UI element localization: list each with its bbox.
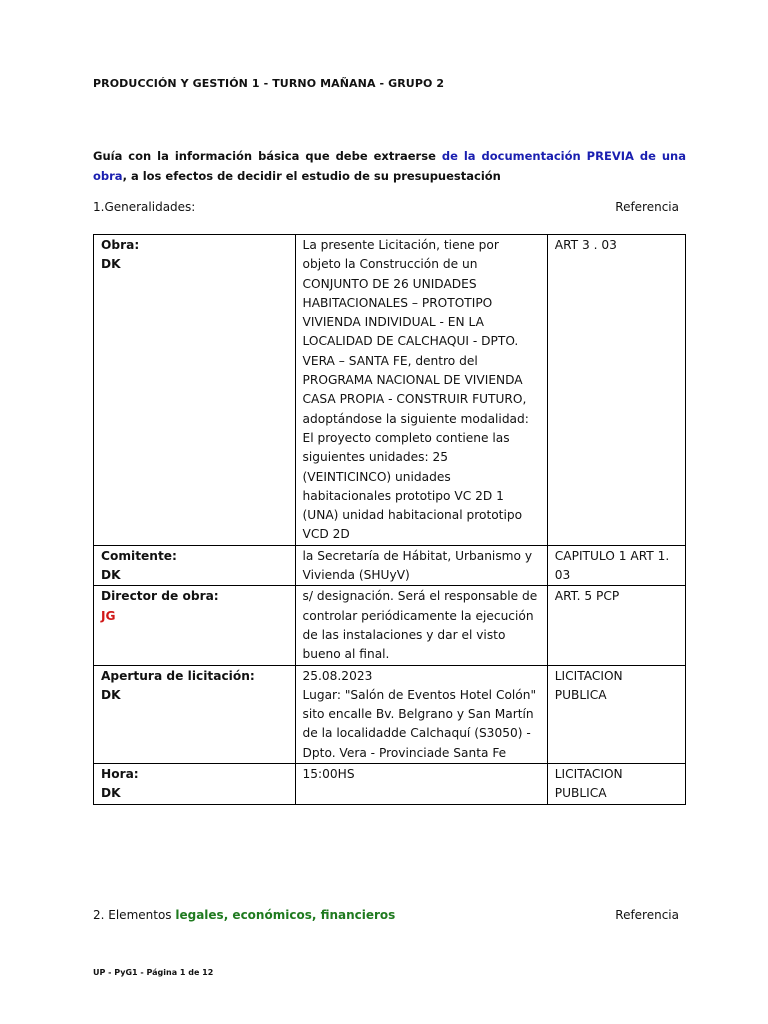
row-content: s/ designación. Será el responsable de controlar periódicamente la ejecución de las instalaciones y dar el visto bueno al final. [295, 586, 547, 665]
generalidades-table [93, 234, 686, 805]
row-label: Obra: [101, 238, 140, 252]
table-row-comitente [94, 545, 686, 586]
row-author: JG [101, 608, 116, 623]
row-label-cell [94, 665, 296, 763]
intro-text-start: Guía con la información básica que debe extraerse [93, 149, 442, 163]
row-content: la Secretaría de Hábitat, Urbanismo y Vivienda (SHUyV) [295, 545, 547, 586]
row-content: 25.08.2023 Lugar: "Salón de Eventos Hotel Colón" sito encalle Bv. Belgrano y San Martín de la localidadde Calchaquí (S3050) - Dpto. Vera - Provinciade Santa Fe [295, 665, 547, 763]
row-label-cell [94, 764, 296, 805]
row-label-cell [94, 235, 296, 546]
row-label: Apertura de licitación: [101, 668, 255, 683]
table-row-obra [94, 235, 686, 546]
row-author: DK [101, 687, 121, 702]
row-author: DK [101, 568, 121, 583]
row-label: Hora: [101, 767, 139, 782]
row-reference: CAPITULO 1 ART 1. 03 [547, 545, 685, 586]
intro-text-end: , a los efectos de decidir el estudio de su presupuestación [122, 169, 501, 183]
row-label-cell [94, 545, 296, 586]
row-author: DK [101, 786, 121, 801]
section-2-reference-label: Referencia [615, 908, 679, 922]
intro-paragraph [93, 146, 686, 186]
section-2-text: 2. Elementos [93, 908, 176, 922]
intro-highlight: de la documentación PREVIA de una obra [93, 149, 686, 183]
section-2-heading [93, 908, 679, 922]
section-2-highlight: legales, económicos, financieros [175, 908, 396, 922]
section-1-heading [93, 200, 679, 214]
page-footer: UP - PyG1 - Página 1 de 12 [93, 968, 214, 977]
row-label: Comitente: [101, 548, 177, 563]
row-label-cell [94, 586, 296, 665]
section-2-label [93, 908, 395, 922]
row-author: DK [101, 257, 121, 272]
row-reference: LICITACION PUBLICA [547, 764, 685, 805]
table-row-director [94, 586, 686, 665]
document-title: PRODUCCIÓN Y GESTIÓN 1 - TURNO MAÑANA - GRUPO 2 [93, 77, 445, 90]
row-reference: LICITACION PUBLICA [547, 665, 685, 763]
table-row-apertura [94, 665, 686, 763]
section-1-reference-label: Referencia [615, 200, 679, 214]
row-reference: ART. 5 PCP [547, 586, 685, 665]
row-label: Director de obra: [101, 589, 219, 604]
table-row-hora [94, 764, 686, 805]
row-content: 15:00HS [295, 764, 547, 805]
section-1-label: 1.Generalidades: [93, 200, 196, 214]
row-reference: ART 3 . 03 [547, 235, 685, 546]
row-content: La presente Licitación, tiene por objeto la Construcción de un CONJUNTO DE 26 UNIDADES HABITACIONALES – PROTOTIPO VIVIENDA INDIVIDUAL - EN LA LOCALIDAD DE CALCHAQUI - DPTO. VERA – SANTA FE, dentro del PROGRAMA NACIONAL DE VIVIENDA CASA PROPIA - CONSTRUIR FUTURO, adoptándose la siguiente modalidad: El proyecto completo contiene las siguientes unidades: 25 (VEINTICINCO) unidades habitacionales prototipo VC 2D 1 (UNA) unidad habitacional prototipo VCD 2D [295, 235, 547, 546]
